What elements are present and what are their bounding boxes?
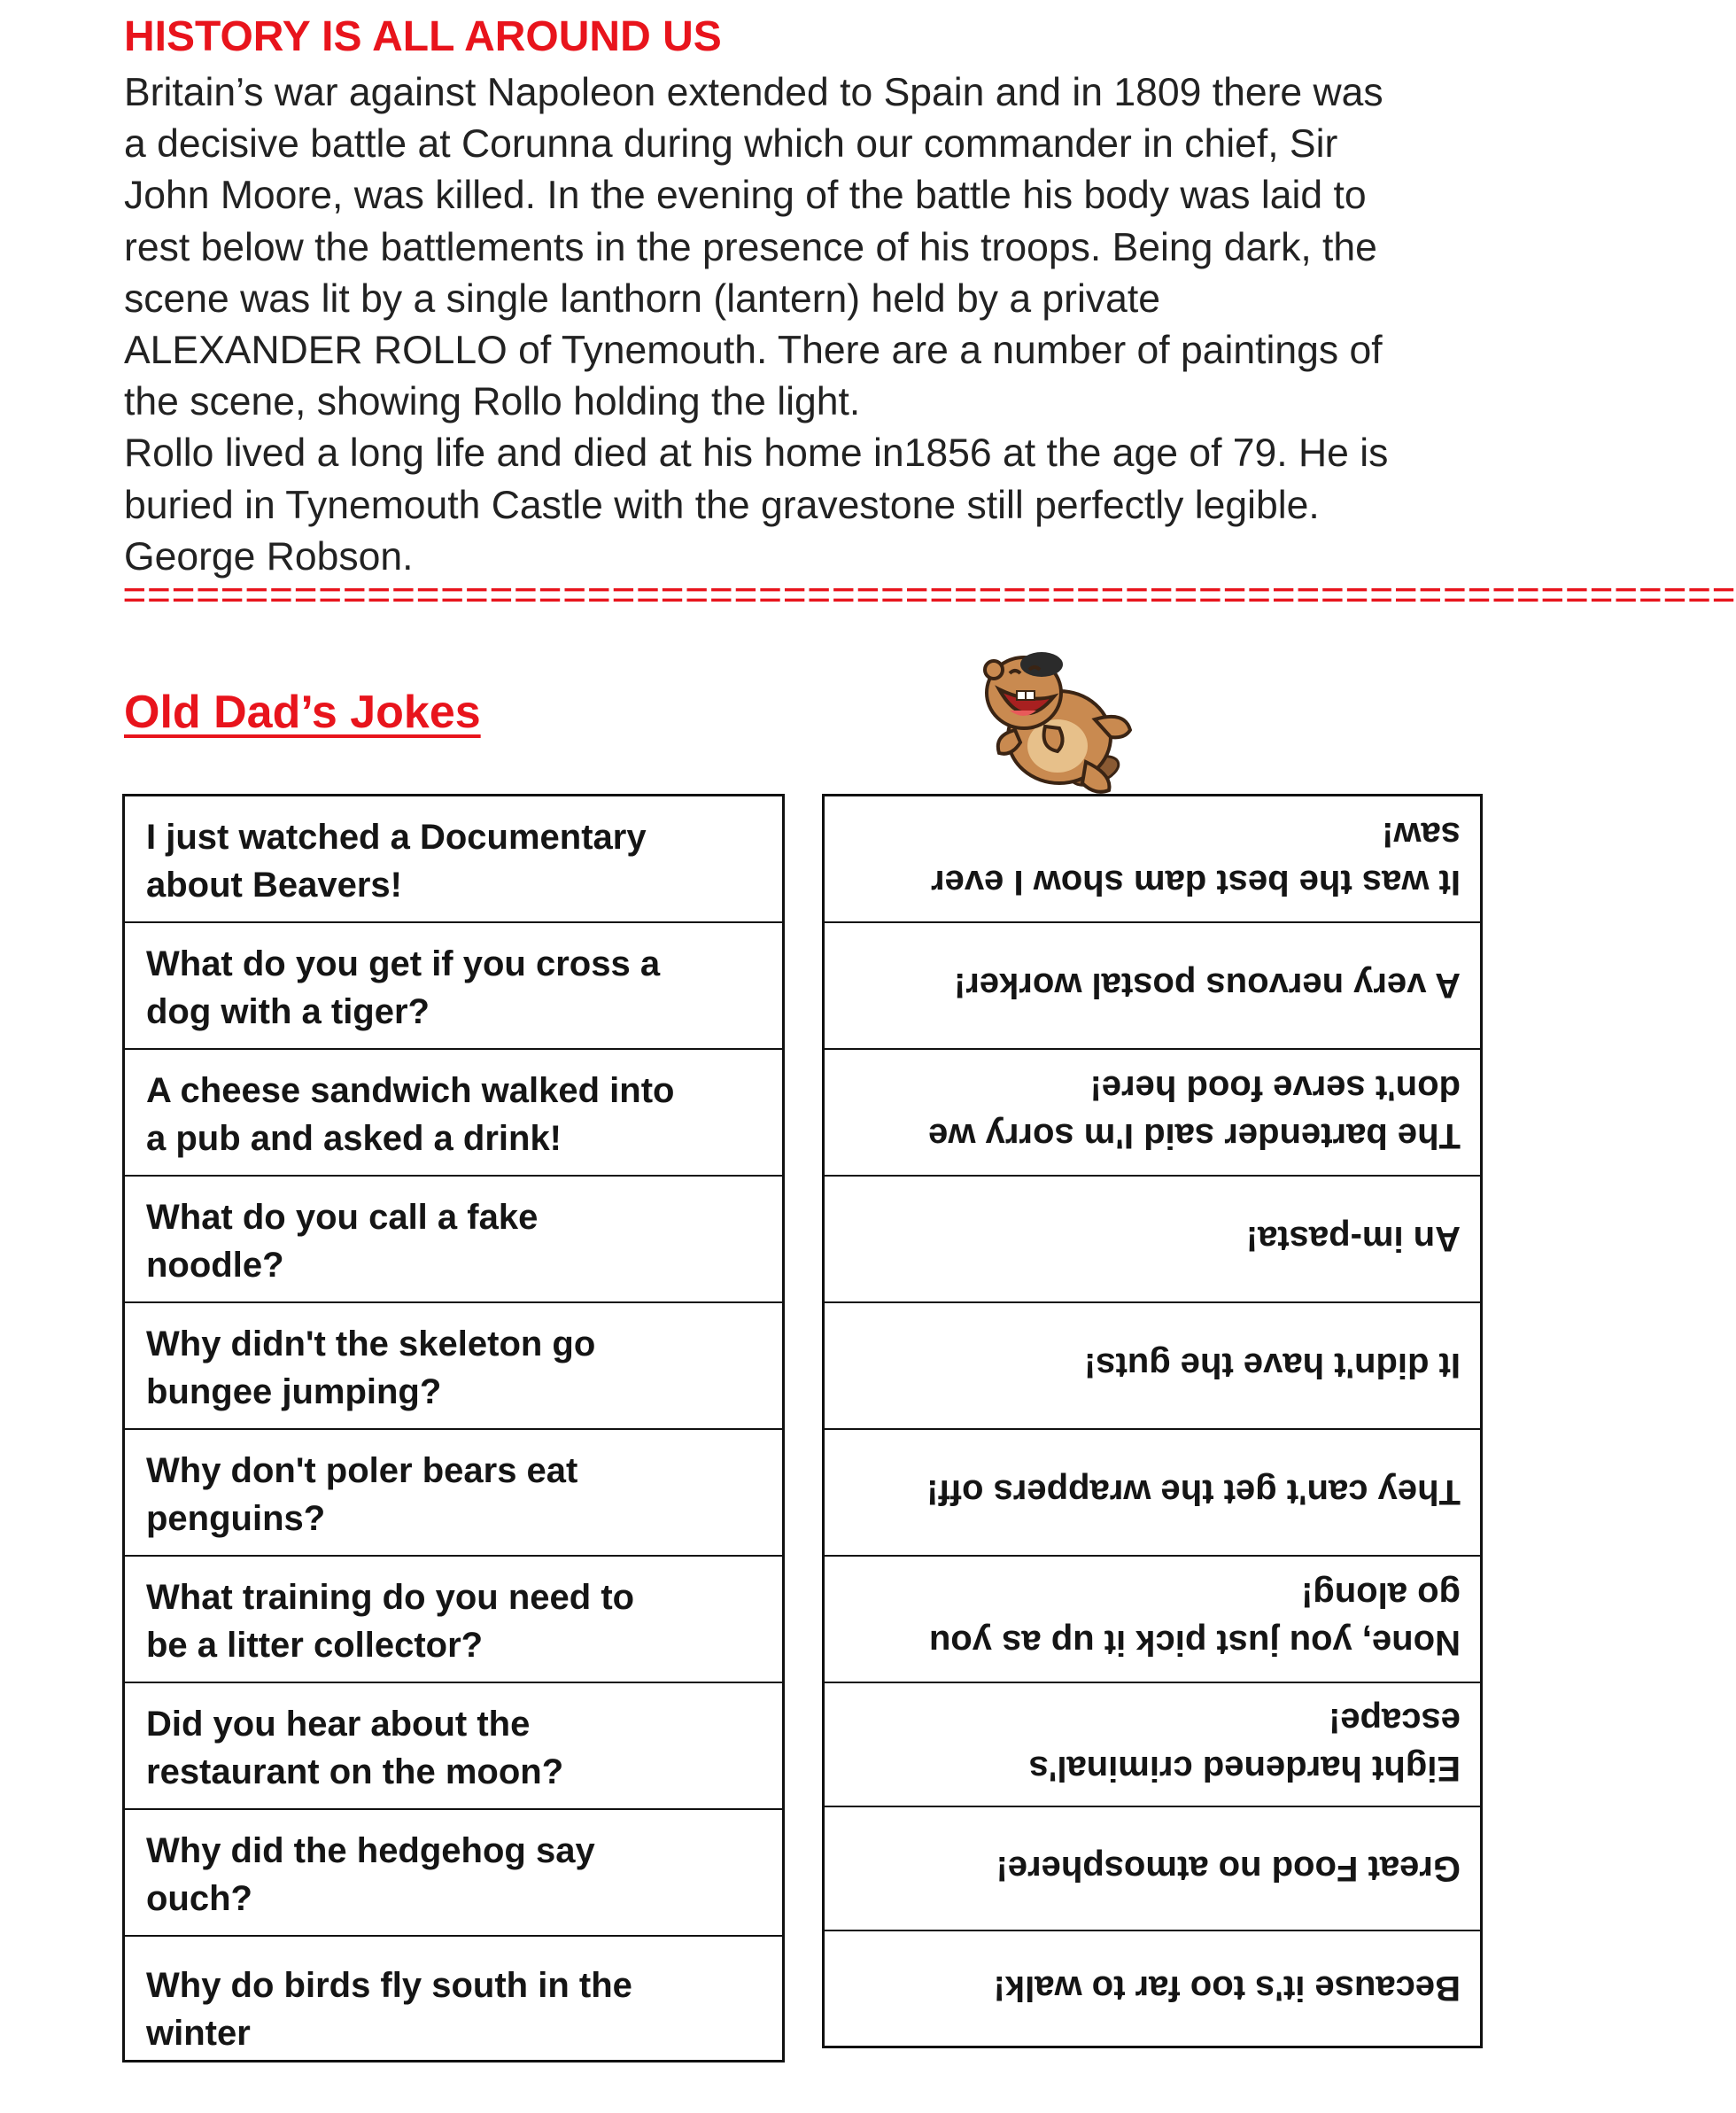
joke-question bbox=[125, 1810, 782, 1937]
joke-question bbox=[125, 1177, 782, 1303]
joke-answer-upside-down bbox=[825, 1177, 1480, 1303]
joke-question-line: ouch? bbox=[146, 1878, 252, 1918]
joke-answer-line: Eight hardened criminal's bbox=[1028, 1749, 1461, 1788]
joke-answer-upside-down bbox=[825, 1557, 1480, 1683]
joke-answer-upside-down bbox=[825, 796, 1480, 923]
joke-question-line: What do you call a fake bbox=[146, 1197, 539, 1237]
history-line: Britain’s war against Napoleon extended to Spain and in 1809 there was bbox=[124, 71, 1383, 114]
joke-question-line: a pub and asked a drink! bbox=[146, 1118, 562, 1158]
joke-answer-upside-down bbox=[825, 1931, 1480, 2046]
joke-answer-upside-down bbox=[825, 1050, 1480, 1177]
joke-question bbox=[125, 1683, 782, 1810]
joke-answer-line: The bartender said I'm sorry we bbox=[928, 1116, 1461, 1156]
joke-answer-line: None, you just pick it up as you bbox=[928, 1623, 1461, 1663]
joke-question-line: Why do birds fly south in the bbox=[146, 1965, 632, 2005]
joke-answer-line: Because it's too far to walk! bbox=[993, 1969, 1461, 2008]
joke-question-line: Why did the hedgehog say bbox=[146, 1830, 595, 1870]
joke-question-line: A cheese sandwich walked into bbox=[146, 1070, 675, 1110]
jokes-title: Old Dad’s Jokes bbox=[124, 687, 481, 738]
joke-question-line: Did you hear about the bbox=[146, 1704, 531, 1744]
history-title: HISTORY IS ALL AROUND US bbox=[124, 13, 722, 60]
joke-question-line: about Beavers! bbox=[146, 865, 402, 905]
joke-question bbox=[125, 1557, 782, 1683]
joke-question bbox=[125, 1937, 782, 2060]
joke-question-line: dog with a tiger? bbox=[146, 991, 430, 1031]
joke-answer-upside-down bbox=[825, 1683, 1480, 1807]
joke-question-line: winter bbox=[146, 2013, 251, 2053]
joke-answer-line: It didn't have the guts! bbox=[1083, 1346, 1461, 1386]
joke-question-line: noodle? bbox=[146, 1245, 284, 1285]
joke-answer-line: They can't get the wrappers off! bbox=[926, 1472, 1461, 1512]
section-separator: ================================================================== bbox=[122, 575, 1736, 621]
history-line: John Moore, was killed. In the evening of the battle his body was laid to bbox=[124, 174, 1367, 218]
history-line: ALEXANDER ROLLO of Tynemouth. There are a number of paintings of bbox=[124, 329, 1383, 373]
joke-answer-line: go along! bbox=[1301, 1575, 1461, 1615]
joke-question bbox=[125, 923, 782, 1050]
history-line: buried in Tynemouth Castle with the gravestone still perfectly legible. bbox=[124, 483, 1320, 527]
joke-answer-upside-down bbox=[825, 923, 1480, 1050]
joke-question-line: What do you get if you cross a bbox=[146, 944, 661, 983]
joke-question-line: Why didn't the skeleton go bbox=[146, 1324, 596, 1363]
joke-answer-upside-down bbox=[825, 1430, 1480, 1557]
joke-answer-line: Great Food no atmosphere! bbox=[996, 1849, 1461, 1888]
joke-answer-upside-down bbox=[825, 1303, 1480, 1430]
joke-answer-line: It was the best dam show I ever bbox=[931, 863, 1461, 903]
questions-column bbox=[122, 794, 785, 2063]
joke-answer-line: don't serve food here! bbox=[1089, 1068, 1461, 1108]
history-article bbox=[124, 67, 1559, 583]
history-line: rest below the battlements in the presence of his troops. Being dark, the bbox=[124, 225, 1377, 269]
joke-question-line: What training do you need to bbox=[146, 1577, 635, 1617]
joke-answer-line: An im-pasta! bbox=[1245, 1219, 1461, 1259]
joke-answer-line: A very nervous postal worker! bbox=[953, 966, 1461, 1006]
history-line: scene was lit by a single lanthorn (lantern) held by a private bbox=[124, 276, 1160, 321]
history-line: George Robson. bbox=[124, 534, 414, 579]
joke-question-line: I just watched a Documentary bbox=[146, 817, 647, 857]
joke-question-line: Why don't poler bears eat bbox=[146, 1450, 578, 1490]
joke-question-line: be a litter collector? bbox=[146, 1625, 484, 1665]
joke-answer-line: escape! bbox=[1329, 1701, 1461, 1740]
joke-question-line: penguins? bbox=[146, 1498, 326, 1538]
joke-answer-upside-down bbox=[825, 1807, 1480, 1931]
joke-question bbox=[125, 1050, 782, 1177]
history-line: the scene, showing Rollo holding the light. bbox=[124, 380, 861, 424]
history-line: Rollo lived a long life and died at his home in1856 at the age of 79. He is bbox=[124, 431, 1389, 476]
joke-answer-line: saw! bbox=[1382, 815, 1461, 855]
joke-question-line: restaurant on the moon? bbox=[146, 1752, 564, 1791]
answers-column bbox=[822, 794, 1483, 2048]
laughing-beaver-icon bbox=[953, 638, 1148, 797]
history-line: a decisive battle at Corunna during which our commander in chief, Sir bbox=[124, 122, 1338, 167]
joke-question bbox=[125, 1303, 782, 1430]
joke-question bbox=[125, 1430, 782, 1557]
joke-question bbox=[125, 796, 782, 923]
joke-question-line: bungee jumping? bbox=[146, 1371, 442, 1411]
